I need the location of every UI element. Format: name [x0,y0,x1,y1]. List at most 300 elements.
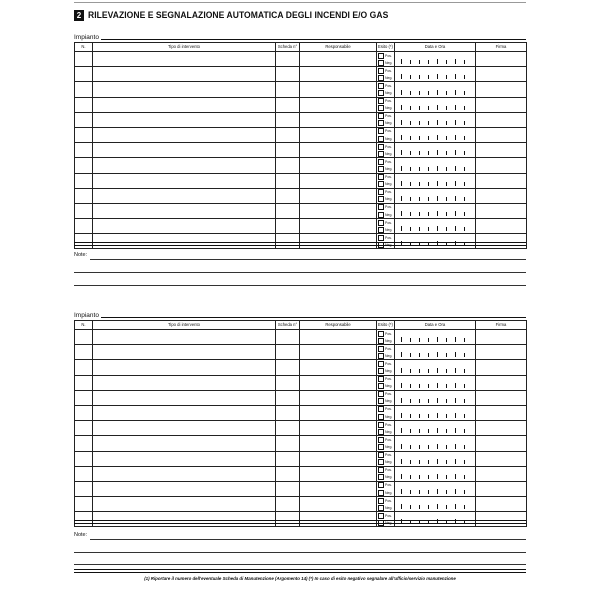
cell-firma[interactable] [476,97,527,112]
cell-tipo[interactable] [93,375,276,390]
cell-scheda[interactable] [276,481,300,496]
cell-firma[interactable] [476,345,527,360]
esito-options [377,82,394,96]
cell-esito[interactable] [377,497,395,512]
cell-data-ora[interactable] [395,390,476,405]
cell-tipo[interactable] [93,52,276,67]
esito-pos-option[interactable] [377,113,394,120]
checkbox[interactable] [378,429,384,435]
cell-scheda[interactable] [276,158,300,173]
cell-scheda[interactable] [276,203,300,218]
esito-pos-option[interactable] [377,467,394,474]
cell-firma[interactable] [476,497,527,512]
cell-data-ora[interactable] [395,330,476,345]
cell-scheda[interactable] [276,127,300,142]
esito-neg-option[interactable] [377,474,394,481]
esito-neg-option[interactable] [377,196,394,203]
cell-esito[interactable] [377,421,395,436]
cell-data-ora[interactable] [395,52,476,67]
cell-firma[interactable] [476,173,527,188]
cell-firma[interactable] [476,219,527,234]
esito-neg-option[interactable] [377,135,394,142]
cell-n[interactable] [75,421,93,436]
cell-responsabile[interactable] [300,405,377,420]
esito-pos-option[interactable] [377,376,394,383]
cell-responsabile[interactable] [300,143,377,158]
cell-scheda[interactable] [276,345,300,360]
note-line[interactable] [74,564,526,565]
checkbox[interactable] [378,60,384,66]
esito-pos-option[interactable] [377,345,394,352]
cell-tipo[interactable] [93,219,276,234]
checkbox[interactable] [378,68,384,74]
tick-mark [464,414,465,418]
cell-firma[interactable] [476,375,527,390]
checkbox[interactable] [378,459,384,465]
cell-firma[interactable] [476,82,527,97]
checkbox[interactable] [378,235,384,241]
checkbox[interactable] [378,368,384,374]
tick-mark [428,75,429,79]
esito-pos-option[interactable] [377,452,394,459]
tick-mark [437,59,438,64]
checkbox[interactable] [378,181,384,187]
cell-esito[interactable] [377,203,395,218]
cell-responsabile[interactable] [300,127,377,142]
tick-mark [410,227,411,231]
cell-tipo[interactable] [93,360,276,375]
cell-esito[interactable] [377,158,395,173]
cell-firma[interactable] [476,112,527,127]
esito-neg-option[interactable] [377,489,394,496]
cell-data-ora[interactable] [395,188,476,203]
esito-pos-option[interactable] [377,421,394,428]
cell-responsabile[interactable] [300,390,377,405]
esito-neg-option[interactable] [377,337,394,344]
cell-scheda[interactable] [276,375,300,390]
esito-neg-option[interactable] [377,459,394,466]
cell-responsabile[interactable] [300,52,377,67]
cell-firma[interactable] [476,360,527,375]
cell-n[interactable] [75,188,93,203]
cell-data-ora[interactable] [395,143,476,158]
cell-esito[interactable] [377,143,395,158]
cell-data-ora[interactable] [395,127,476,142]
cell-esito[interactable] [377,345,395,360]
checkbox[interactable] [378,383,384,389]
cell-tipo[interactable] [93,203,276,218]
checkbox[interactable] [378,361,384,367]
esito-options [377,158,394,172]
cell-scheda[interactable] [276,436,300,451]
impianto-field-2[interactable] [74,309,526,319]
checkbox[interactable] [378,151,384,157]
cell-data-ora[interactable] [395,203,476,218]
checkbox[interactable] [378,452,384,458]
checkbox[interactable] [378,474,384,480]
tick-mark [428,490,429,494]
cell-tipo[interactable] [93,188,276,203]
cell-n[interactable] [75,203,93,218]
cell-n[interactable] [75,127,93,142]
cell-tipo[interactable] [93,466,276,481]
esito-neg-option[interactable] [377,444,394,451]
esito-pos-option[interactable] [377,82,394,89]
esito-pos-option[interactable] [377,67,394,74]
cell-responsabile[interactable] [300,330,377,345]
cell-n[interactable] [75,67,93,82]
checkbox[interactable] [378,338,384,344]
cell-tipo[interactable] [93,158,276,173]
esito-neg-option[interactable] [377,166,394,173]
esito-neg-option[interactable] [377,413,394,420]
note-line[interactable] [74,552,526,553]
cell-n[interactable] [75,219,93,234]
checkbox[interactable] [378,513,384,519]
checkbox[interactable] [378,113,384,119]
cell-responsabile[interactable] [300,219,377,234]
esito-neg-option[interactable] [377,352,394,359]
esito-pos-option[interactable] [377,128,394,135]
cell-firma[interactable] [476,421,527,436]
cell-esito[interactable] [377,436,395,451]
esito-pos-option[interactable] [377,204,394,211]
cell-esito[interactable] [377,360,395,375]
tick-mark [446,338,447,342]
cell-scheda[interactable] [276,188,300,203]
esito-neg-option[interactable] [377,226,394,233]
cell-responsabile[interactable] [300,481,377,496]
tick-mark [419,460,420,464]
esito-neg-option[interactable] [377,398,394,405]
cell-data-ora[interactable] [395,219,476,234]
tick-mark [437,181,438,186]
cell-data-ora[interactable] [395,436,476,451]
note-line[interactable] [74,285,526,286]
esito-pos-option[interactable] [377,52,394,59]
cell-tipo[interactable] [93,82,276,97]
cell-scheda[interactable] [276,390,300,405]
checkbox[interactable] [378,75,384,81]
note-line[interactable] [90,259,526,260]
esito-option-label: Neg. [385,520,393,525]
checkbox[interactable] [378,467,384,473]
esito-pos-option[interactable] [377,219,394,226]
cell-esito[interactable] [377,173,395,188]
checkbox[interactable] [378,98,384,104]
esito-neg-option[interactable] [377,383,394,390]
checkbox[interactable] [378,196,384,202]
esito-pos-option[interactable] [377,189,394,196]
checkbox[interactable] [378,189,384,195]
checkbox[interactable] [378,498,384,504]
checkbox[interactable] [378,505,384,511]
esito-pos-option[interactable] [377,98,394,105]
tick-mark [437,150,438,155]
cell-firma[interactable] [476,330,527,345]
esito-neg-option[interactable] [377,211,394,218]
checkbox[interactable] [378,391,384,397]
checkbox[interactable] [378,136,384,142]
checkbox[interactable] [378,398,384,404]
checkbox[interactable] [378,120,384,126]
cell-esito[interactable] [377,82,395,97]
cell-responsabile[interactable] [300,82,377,97]
cell-scheda[interactable] [276,466,300,481]
esito-pos-option[interactable] [377,330,394,337]
cell-data-ora[interactable] [395,158,476,173]
esito-neg-option[interactable] [377,120,394,127]
esito-neg-option[interactable] [377,150,394,157]
esito-neg-option[interactable] [377,428,394,435]
esito-options [377,330,394,344]
cell-firma[interactable] [476,466,527,481]
cell-esito[interactable] [377,375,395,390]
cell-responsabile[interactable] [300,158,377,173]
cell-n[interactable] [75,451,93,466]
checkbox[interactable] [378,353,384,359]
checkbox[interactable] [378,174,384,180]
checkbox[interactable] [378,422,384,428]
cell-n[interactable] [75,360,93,375]
cell-scheda[interactable] [276,97,300,112]
cell-data-ora[interactable] [395,173,476,188]
cell-tipo[interactable] [93,67,276,82]
cell-esito[interactable] [377,67,395,82]
cell-n[interactable] [75,345,93,360]
impianto-field-1[interactable] [74,31,526,41]
esito-pos-option[interactable] [377,482,394,489]
esito-pos-option[interactable] [377,158,394,165]
cell-n[interactable] [75,52,93,67]
esito-neg-option[interactable] [377,181,394,188]
cell-firma[interactable] [476,436,527,451]
esito-neg-option[interactable] [377,90,394,97]
esito-neg-option[interactable] [377,74,394,81]
impianto-input-line[interactable] [101,39,526,40]
cell-n[interactable] [75,375,93,390]
cell-responsabile[interactable] [300,345,377,360]
cell-tipo[interactable] [93,421,276,436]
checkbox[interactable] [378,159,384,165]
esito-option-label: Pos. [385,513,393,518]
checkbox[interactable] [378,90,384,96]
cell-scheda[interactable] [276,451,300,466]
cell-data-ora[interactable] [395,481,476,496]
cell-tipo[interactable] [93,143,276,158]
esito-pos-option[interactable] [377,391,394,398]
cell-n[interactable] [75,481,93,496]
cell-n[interactable] [75,436,93,451]
cell-esito[interactable] [377,451,395,466]
checkbox[interactable] [378,83,384,89]
cell-responsabile[interactable] [300,360,377,375]
cell-scheda[interactable] [276,360,300,375]
esito-pos-option[interactable] [377,174,394,181]
cell-n[interactable] [75,97,93,112]
cell-scheda[interactable] [276,67,300,82]
esito-pos-option[interactable] [377,143,394,150]
checkbox[interactable] [378,331,384,337]
tick-mark [464,75,465,79]
cell-n[interactable] [75,405,93,420]
cell-responsabile[interactable] [300,67,377,82]
cell-tipo[interactable] [93,97,276,112]
cell-n[interactable] [75,390,93,405]
impianto-input-line[interactable] [101,317,526,318]
cell-responsabile[interactable] [300,421,377,436]
cell-responsabile[interactable] [300,173,377,188]
checkbox[interactable] [378,105,384,111]
checkbox[interactable] [378,220,384,226]
cell-responsabile[interactable] [300,497,377,512]
cell-firma[interactable] [476,158,527,173]
note-line[interactable] [74,272,526,273]
cell-data-ora[interactable] [395,112,476,127]
cell-esito[interactable] [377,466,395,481]
cell-data-ora[interactable] [395,375,476,390]
cell-n[interactable] [75,466,93,481]
cell-scheda[interactable] [276,82,300,97]
esito-pos-option[interactable] [377,234,394,241]
tick-mark [446,167,447,171]
cell-esito[interactable] [377,390,395,405]
checkbox[interactable] [378,144,384,150]
cell-tipo[interactable] [93,390,276,405]
cell-responsabile[interactable] [300,112,377,127]
cell-firma[interactable] [476,203,527,218]
cell-firma[interactable] [476,451,527,466]
cell-tipo[interactable] [93,497,276,512]
cell-tipo[interactable] [93,451,276,466]
cell-responsabile[interactable] [300,203,377,218]
checkbox[interactable] [378,128,384,134]
checkbox[interactable] [378,166,384,172]
checkbox[interactable] [378,376,384,382]
cell-firma[interactable] [476,481,527,496]
checkbox[interactable] [378,414,384,420]
tick-mark [419,414,420,418]
cell-responsabile[interactable] [300,97,377,112]
cell-tipo[interactable] [93,330,276,345]
checkbox[interactable] [378,406,384,412]
cell-responsabile[interactable] [300,451,377,466]
cell-esito[interactable] [377,127,395,142]
cell-firma[interactable] [476,188,527,203]
esito-pos-option[interactable] [377,360,394,367]
checkbox[interactable] [378,212,384,218]
cell-esito[interactable] [377,97,395,112]
cell-scheda[interactable] [276,497,300,512]
checkbox[interactable] [378,490,384,496]
cell-tipo[interactable] [93,173,276,188]
esito-pos-option[interactable] [377,406,394,413]
cell-tipo[interactable] [93,345,276,360]
cell-scheda[interactable] [276,405,300,420]
checkbox[interactable] [378,482,384,488]
cell-responsabile[interactable] [300,188,377,203]
cell-data-ora[interactable] [395,421,476,436]
cell-scheda[interactable] [276,330,300,345]
cell-scheda[interactable] [276,219,300,234]
note-line[interactable] [90,539,526,540]
cell-scheda[interactable] [276,173,300,188]
cell-n[interactable] [75,173,93,188]
cell-data-ora[interactable] [395,82,476,97]
checkbox[interactable] [378,204,384,210]
esito-neg-option[interactable] [377,105,394,112]
cell-firma[interactable] [476,67,527,82]
cell-firma[interactable] [476,52,527,67]
cell-responsabile[interactable] [300,436,377,451]
cell-firma[interactable] [476,127,527,142]
cell-esito[interactable] [377,330,395,345]
cell-data-ora[interactable] [395,466,476,481]
cell-esito[interactable] [377,188,395,203]
cell-data-ora[interactable] [395,97,476,112]
tick-mark [428,121,429,125]
checkbox[interactable] [378,53,384,59]
cell-esito[interactable] [377,219,395,234]
checkbox[interactable] [378,444,384,450]
cell-n[interactable] [75,82,93,97]
cell-firma[interactable] [476,390,527,405]
cell-data-ora[interactable] [395,405,476,420]
cell-n[interactable] [75,158,93,173]
cell-tipo[interactable] [93,405,276,420]
esito-options [377,113,394,127]
cell-n[interactable] [75,143,93,158]
cell-n[interactable] [75,497,93,512]
esito-neg-option[interactable] [377,368,394,375]
cell-n[interactable] [75,112,93,127]
cell-esito[interactable] [377,481,395,496]
cell-scheda[interactable] [276,143,300,158]
cell-tipo[interactable] [93,112,276,127]
checkbox[interactable] [378,346,384,352]
cell-firma[interactable] [476,143,527,158]
cell-tipo[interactable] [93,481,276,496]
esito-pos-option[interactable] [377,497,394,504]
cell-tipo[interactable] [93,436,276,451]
checkbox[interactable] [378,227,384,233]
cell-scheda[interactable] [276,52,300,67]
cell-esito[interactable] [377,52,395,67]
cell-data-ora[interactable] [395,451,476,466]
esito-option-label: Neg. [385,414,393,419]
cell-data-ora[interactable] [395,360,476,375]
cell-tipo[interactable] [93,127,276,142]
cell-data-ora[interactable] [395,497,476,512]
cell-n[interactable] [75,330,93,345]
cell-esito[interactable] [377,405,395,420]
cell-esito[interactable] [377,112,395,127]
esito-pos-option[interactable] [377,436,394,443]
cell-responsabile[interactable] [300,466,377,481]
checkbox[interactable] [378,437,384,443]
cell-responsabile[interactable] [300,375,377,390]
cell-scheda[interactable] [276,112,300,127]
cell-scheda[interactable] [276,421,300,436]
tick-mark [446,384,447,388]
esito-pos-option[interactable] [377,512,394,519]
tick-mark [455,444,456,449]
esito-neg-option[interactable] [377,504,394,511]
cell-data-ora[interactable] [395,67,476,82]
cell-data-ora[interactable] [395,345,476,360]
cell-firma[interactable] [476,405,527,420]
esito-neg-option[interactable] [377,59,394,66]
